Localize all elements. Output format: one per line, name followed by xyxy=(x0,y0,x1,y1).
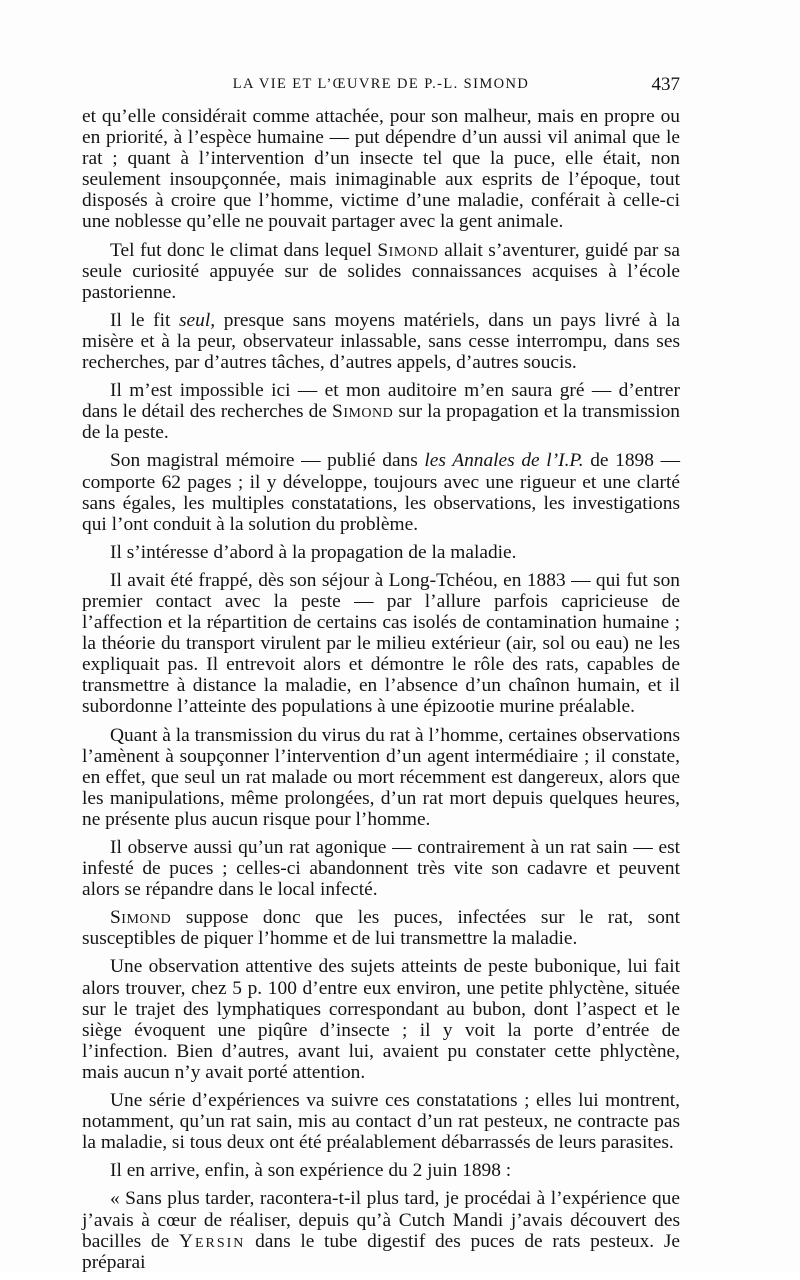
paragraph-alone xyxy=(82,310,680,373)
paragraph-memoir xyxy=(82,450,680,534)
text-run: suppose donc que les puces, infectées sur le rat, sont susceptibles de piquer l’homme et de lui transmettre la maladie. xyxy=(82,907,680,950)
paragraph-propagation: Il s’intéresse d’abord à la propagation de la maladie. xyxy=(110,541,517,563)
page-number: 437 xyxy=(651,74,680,95)
emphasis-seul: seul, xyxy=(178,309,216,331)
paragraph-hypothesis xyxy=(82,907,680,949)
text-run: allait s’aventurer, guidé par sa seule curiosité appuyée sur de solides connaissances acquises à l’école pastorienne. xyxy=(82,239,680,303)
paragraph-long-tcheou: Il avait été frappé, dès son séjour à Long-Tchéou, en 1883 — qui fut son premier contact avec la peste — par l’allure parfois capricieuse de l’affection et la répartition de certains cas isolés de contamination humaine ; la théorie du transport virulent par le milieu extérieur (air, sol ou eau) ne les expliquait pas. Il entrevoit alors et démontre le rôle des rats, capables de transmettre à distance la maladie, en l’absence d’un chaînon humain, et il subordonne l’atteinte des populations à une épizootie murine préalable. xyxy=(82,569,680,718)
paragraph-climate xyxy=(82,240,680,303)
text-run: Son magistral mémoire — publié dans xyxy=(110,450,425,472)
text-run: sur la propagation et la transmission de la peste. xyxy=(82,401,680,444)
author-name-simond: Simond xyxy=(377,239,439,261)
text-run: Tel fut donc le climat dans lequel xyxy=(110,239,378,261)
paragraph-impossible xyxy=(82,380,680,443)
paragraph-june-1898: Il en arrive, enfin, à son expérience du 2 juin 1898 : xyxy=(110,1160,512,1182)
author-name-simond: Simond xyxy=(110,907,172,929)
paragraph-fleas: Il observe aussi qu’un rat agonique — contrairement à un rat sain — est infesté de puces ; celles-ci abandonnent très vite son cadavre et peuvent alors se répandre dans le local infecté. xyxy=(82,837,680,901)
running-title: LA VIE ET L’ŒUVRE DE P.-L. SIMOND xyxy=(232,76,530,92)
text-run: de 1898 — comporte 62 pages ; il y développe, toujours avec une rigueur et une clarté sans égales, les multiples constatations, les observations, les investigations qui l’ont conduit à la solution du problème. xyxy=(82,450,680,535)
paragraph-continuation: et qu’elle considérait comme attachée, pour son malheur, mais en propre ou en priorité, à l’espèce humaine — put dépendre d’un aussi vil animal que le rat ; quant à l’intervention d’un insecte tel que la puce, elle était, non seulement insoupçonnée, mais inimaginable aux esprits de l’époque, tout disposés à croire que l’homme, victime d’une maladie, conférait à celle-ci une noblesse qu’elle ne pouvait partager avec la gent animale. xyxy=(82,106,680,233)
text-run: « Sans plus tarder, racontera-t-il plus tard, je procédai à l’expérience que j’avais à cœur de réaliser, depuis qu’à Cutch Mandi j’avais découvert des bacilles de xyxy=(82,1188,680,1252)
paragraph-transmission: Quant à la transmission du virus du rat à l’homme, certaines observations l’amènent à soupçonner l’intervention d’un agent intermédiaire ; il constate, en effet, que seul un rat malade ou mort récemment est dangereux, alors que les manipulations, même prolongées, d’un rat mort depuis quelques heures, ne présente plus aucun risque pour l’homme. xyxy=(82,724,680,830)
paragraph-quotation xyxy=(82,1188,680,1272)
text-run: Il le fit xyxy=(110,309,179,331)
text-run: presque sans moyens matériels, dans un pays livré à la misère et à la peur, observateur inlassable, sans cesse interrompu, dans ses recherches, par d’autres tâches, d’autres appels, d’autres soucis. xyxy=(82,309,680,374)
author-name-simond: Simond xyxy=(332,401,394,423)
body-text xyxy=(82,106,680,1280)
author-name-yersin: Yersin xyxy=(178,1230,246,1252)
text-run: Il m’est impossible ici — et mon auditoire m’en saura gré — d’entrer dans le détail des recherches de xyxy=(82,380,680,423)
running-head xyxy=(82,74,680,98)
text-run: dans le tube digestif des puces de rats pesteux. Je préparai xyxy=(82,1230,680,1273)
paragraph-phlyctene: Une observation attentive des sujets atteints de peste bubonique, lui fait alors trouver, chez 5 p. 100 d’entre eux environ, une petite phlyctène, située sur le trajet des lymphatiques correspondant au bubon, dont l’aspect et le siège évoquent une piqûre d’insecte ; il y voit la porte d’entrée de l’infection. Bien d’autres, avant lui, avaient pu constater cette phlyctène, mais aucun n’y avait porté attention. xyxy=(82,956,680,1083)
paragraph-experiments: Une série d’expériences va suivre ces constatations ; elles lui montrent, notamment, qu’un rat sain, mis au contact d’un rat pesteux, ne contracte pas la maladie, si tous deux ont été préalablement débarrassés de leurs parasites. xyxy=(82,1090,680,1154)
emphasis-annales: les Annales de l’I.P. xyxy=(424,450,584,472)
